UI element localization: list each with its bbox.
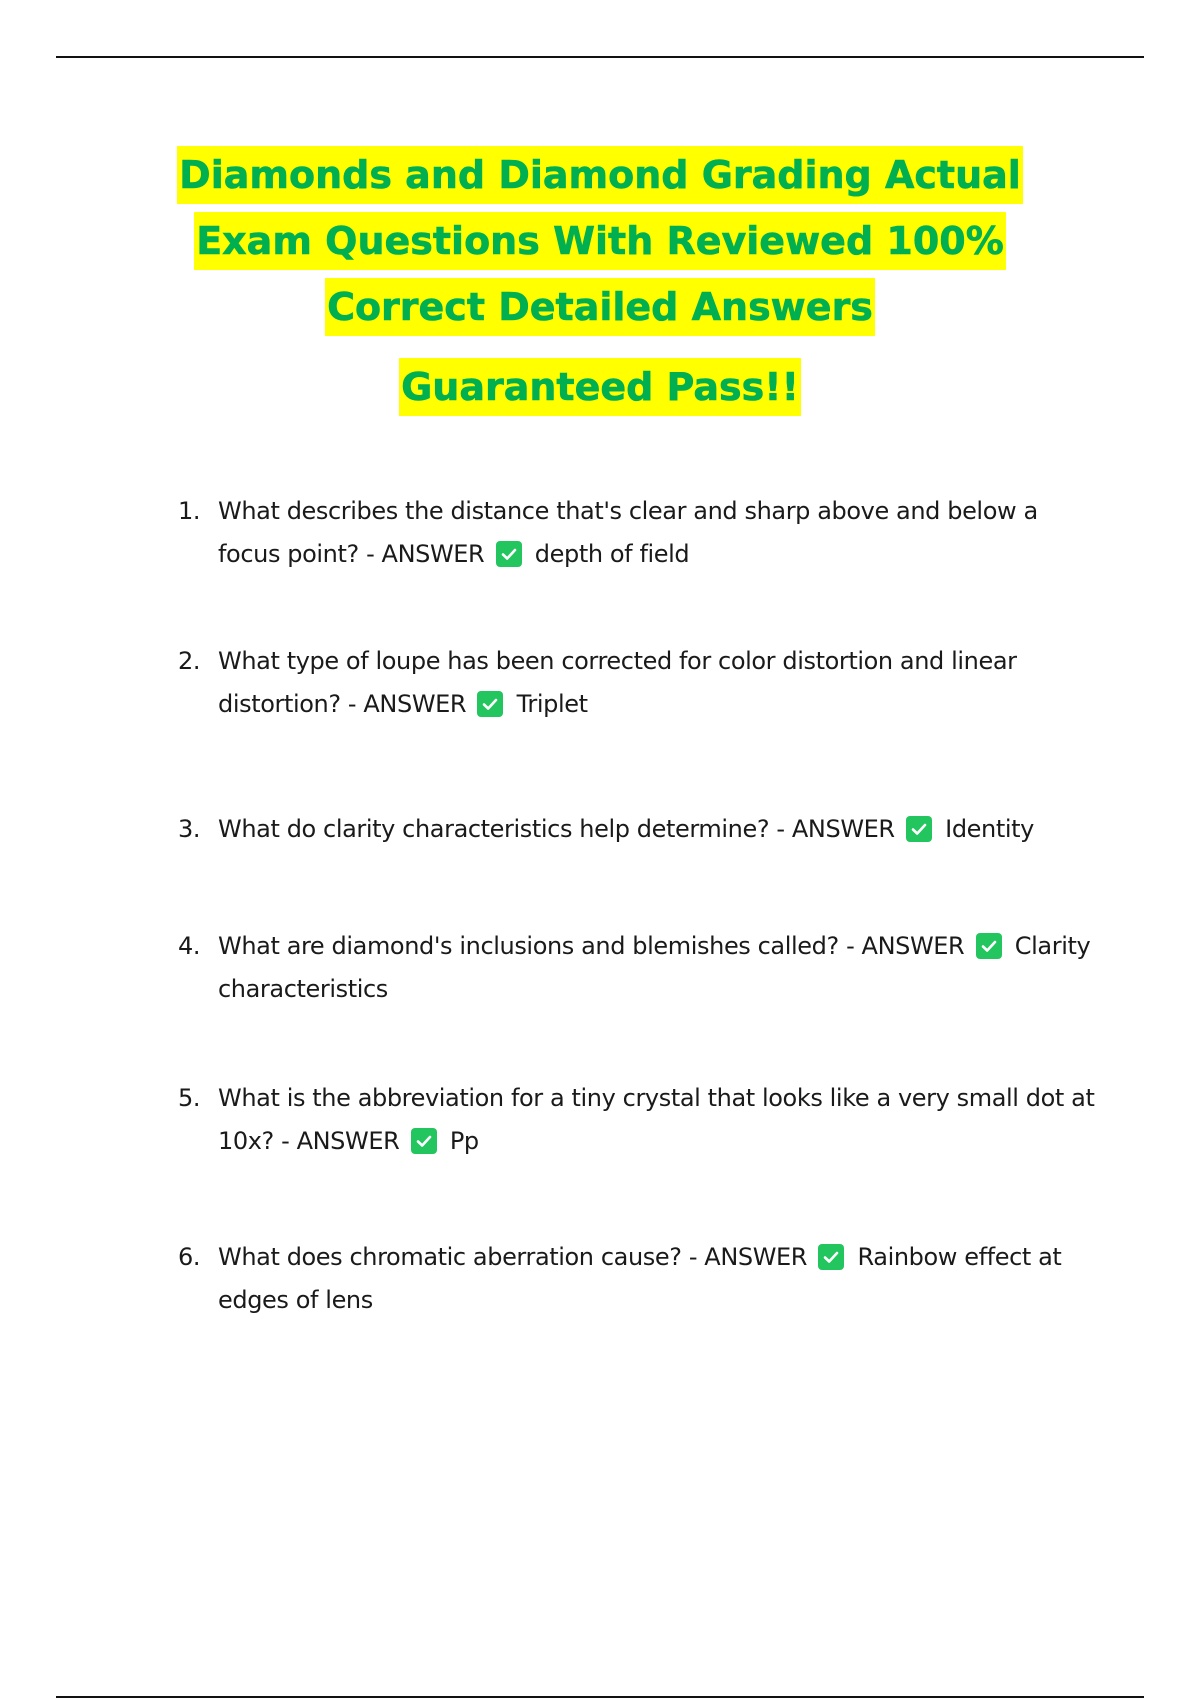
question-number: 2. bbox=[178, 647, 201, 675]
title-line-4: Guaranteed Pass!! bbox=[399, 358, 801, 416]
answer-label: - ANSWER bbox=[776, 815, 895, 843]
answer-label: - ANSWER bbox=[347, 690, 467, 718]
answer-text: Identity bbox=[945, 815, 1034, 843]
title-line-3: Correct Detailed Answers bbox=[325, 278, 875, 336]
check-icon bbox=[477, 691, 503, 717]
question-body bbox=[218, 1236, 1098, 1322]
question-number: 5. bbox=[178, 1084, 201, 1112]
bottom-rule bbox=[56, 1696, 1144, 1698]
check-icon bbox=[496, 541, 522, 567]
document-title bbox=[100, 146, 1100, 424]
question-number: 1. bbox=[178, 497, 201, 525]
answer-text: Triplet bbox=[516, 690, 588, 718]
question-text: What is the abbreviation for a tiny crystal that looks like a very small dot at 10x? bbox=[218, 1084, 1095, 1155]
question-text: What does chromatic aberration cause? bbox=[218, 1243, 682, 1271]
question-body bbox=[218, 640, 1098, 726]
question-text: What do clarity characteristics help determine? bbox=[218, 815, 770, 843]
question-text: What type of loupe has been corrected for color distortion and linear distortion? bbox=[218, 647, 1017, 718]
answer-text: Clarity characteristics bbox=[218, 932, 1091, 1003]
question-number: 4. bbox=[178, 932, 201, 960]
question-item bbox=[178, 490, 1098, 576]
question-item bbox=[178, 808, 1098, 851]
check-icon bbox=[411, 1128, 437, 1154]
question-item bbox=[178, 925, 1098, 1011]
question-item bbox=[178, 1236, 1098, 1322]
question-text: What are diamond's inclusions and blemishes called? bbox=[218, 932, 839, 960]
question-item bbox=[178, 640, 1098, 726]
answer-text: Pp bbox=[449, 1127, 479, 1155]
answer-label: - ANSWER bbox=[688, 1243, 808, 1271]
question-body bbox=[218, 925, 1098, 1011]
answer-label: - ANSWER bbox=[281, 1127, 400, 1155]
check-icon bbox=[906, 816, 932, 842]
check-icon bbox=[976, 933, 1002, 959]
title-line-1: Diamonds and Diamond Grading Actual bbox=[177, 146, 1023, 204]
answer-label: - ANSWER bbox=[366, 540, 485, 568]
question-item bbox=[178, 1077, 1098, 1163]
title-line-2: Exam Questions With Reviewed 100% bbox=[194, 212, 1006, 270]
answer-text: Rainbow effect at edges of lens bbox=[218, 1243, 1062, 1314]
question-number: 3. bbox=[178, 815, 201, 843]
question-text: What describes the distance that's clear and sharp above and below a focus point? bbox=[218, 497, 1038, 568]
answer-text: depth of field bbox=[534, 540, 690, 568]
question-body bbox=[218, 490, 1098, 576]
answer-label: - ANSWER bbox=[846, 932, 965, 960]
top-rule bbox=[56, 56, 1144, 58]
question-body bbox=[218, 1077, 1098, 1163]
question-body bbox=[218, 808, 1098, 851]
check-icon bbox=[818, 1244, 844, 1270]
question-number: 6. bbox=[178, 1243, 201, 1271]
